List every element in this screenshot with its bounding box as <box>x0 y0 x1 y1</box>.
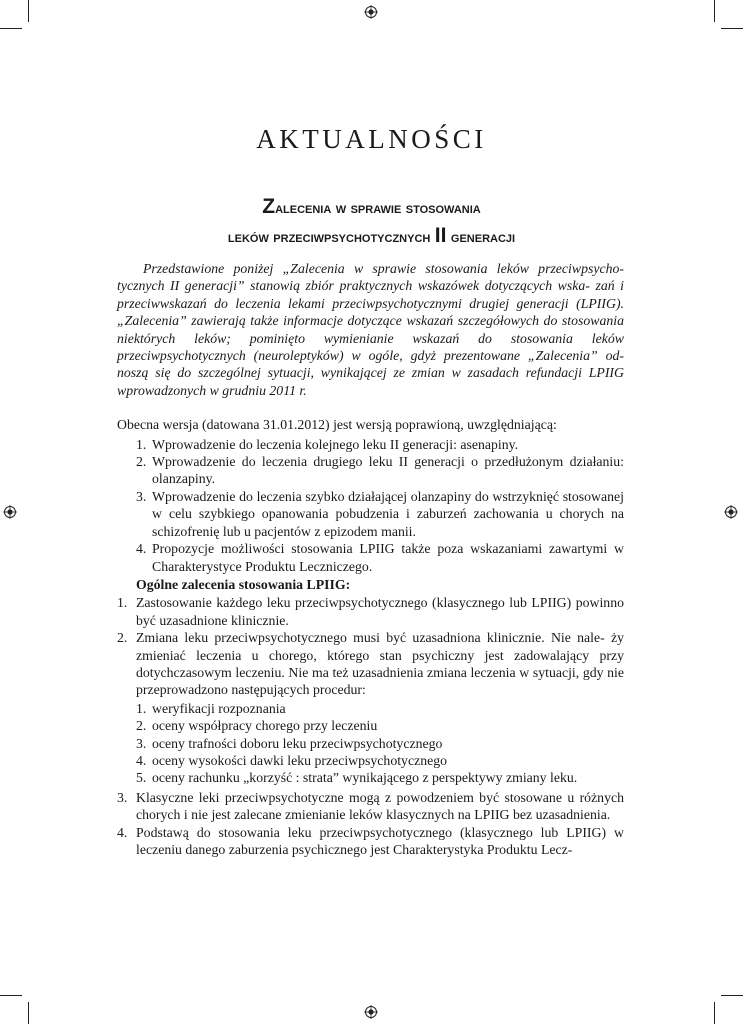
crop-mark <box>0 995 22 996</box>
list-number: 4. <box>136 541 147 557</box>
list-text: Zastosowanie każdego leku przeciwpsychotycznego (klasycznego lub LPIIG) <box>136 595 572 611</box>
intro-line: wprowadzonych w grudniu 2011 r. <box>117 382 307 398</box>
intro-line: tycznych II generacji” stanowią zbiór praktycznych wskazówek dotyczących wska- <box>117 278 590 294</box>
list-number: 1. <box>136 436 147 452</box>
list-number: 3. <box>117 789 128 805</box>
registration-mark-icon <box>3 505 17 519</box>
list-text: stosowanej w celu szybkiego opanowania pobudzenia i zaburzeń zachowania <box>152 488 624 522</box>
list-text: dotychczasowym leczeniu. Nie ma też uzasadnienia zmiana leczenia w sytuacji, <box>136 664 580 680</box>
list-text: ży zmieniać leczenia u chorego, którego stan psychiczny jest zadowalający przy <box>136 630 624 663</box>
list-item <box>136 717 624 734</box>
intro-line: Przedstawione poniżej „Zalecenia w sprawie stosowania leków przeciwpsycho- <box>143 261 624 276</box>
list-number: 1. <box>117 595 128 611</box>
list-item <box>136 769 624 786</box>
title-initial: Z <box>262 195 276 218</box>
list-text: Propozycje możliwości stosowania LPIIG także poza wskazaniami zawartymi <box>152 541 608 557</box>
list-text: w Charakterystyce Produktu Leczniczego. <box>152 541 625 574</box>
list-item <box>136 540 624 575</box>
list-number: 2. <box>117 630 128 646</box>
article-title-line-2 <box>0 222 743 251</box>
list-text: w leczeniu danego zaburzenia psychicznego jest Charakterystyka Produktu Lecz- <box>136 824 624 857</box>
list-number: 4. <box>136 752 147 768</box>
list-text: bez uzasadnienia. <box>512 807 611 823</box>
list-number: 4. <box>117 824 128 840</box>
list-text: oceny współpracy chorego przy leczeniu <box>152 718 378 734</box>
list-text: powinno być uzasadnione klinicznie. <box>136 595 624 628</box>
article-title <box>0 193 743 251</box>
registration-mark-icon <box>364 5 378 19</box>
list-text: oceny trafności doboru leku przeciwpsychotycznego <box>152 735 443 751</box>
list-item <box>117 789 624 824</box>
intro-line: zań i przeciwwskazań do leczenia lekami przeciwpsychotycznymi drugiej generacji <box>117 278 625 311</box>
list-number: 2. <box>136 718 147 734</box>
list-text: u różnych chorych i nie jest zalecane zmienianie leków klasycznych na LPIIG <box>136 789 625 823</box>
list-number: 3. <box>136 735 147 751</box>
procedures-list <box>136 700 624 787</box>
intro-line: noszą się do szczególnej sytuacji, wynikającej ze zmian w zasadach refundacji LPIIG <box>117 365 624 381</box>
title-roman: II <box>434 224 447 247</box>
list-item <box>136 488 624 540</box>
list-number: 1. <box>136 700 147 716</box>
title-text: leków przeciwpsychotycznych <box>227 229 435 246</box>
list-text: Wprowadzenie do leczenia kolejnego leku II generacji: asenapiny. <box>152 436 519 452</box>
list-text: Klasyczne leki przeciwpsychotyczne mogą z powodzeniem być stosowane <box>136 789 562 805</box>
list-text: Podstawą do stosowania leku przeciwpsychotycznego (klasycznego lub LPIIG) <box>136 824 607 840</box>
article-title-line-1 <box>0 193 743 222</box>
list-text: Wprowadzenie do leczenia drugiego leku II generacji o przedłużonym działaniu: <box>152 454 624 470</box>
recommendations-list <box>117 594 624 858</box>
intro-line: do stosowania niektórych leków; pominięto wymienianie wskazań do stosowania leków <box>117 313 624 346</box>
list-item <box>136 735 624 752</box>
list-item <box>136 436 624 453</box>
list-text: weryfikacji rozpoznania <box>152 700 286 716</box>
list-number: 5. <box>136 770 147 786</box>
list-text: Zmiana leku przeciwpsychotycznego musi być uzasadniona klinicznie. Nie nale- <box>136 630 605 646</box>
list-text: Wprowadzenie do leczenia szybko działającej olanzapiny do wstrzyknięć <box>152 488 560 504</box>
crop-mark <box>28 1002 29 1024</box>
list-item <box>117 629 624 787</box>
article-body <box>117 260 624 858</box>
crop-mark <box>721 995 743 996</box>
title-text: generacji <box>446 229 516 246</box>
general-recommendations-heading: Ogólne zalecenia stosowania LPIIG: <box>136 576 351 592</box>
crop-mark <box>0 28 22 29</box>
list-item <box>136 752 624 769</box>
list-number: 2. <box>136 454 147 470</box>
crop-mark <box>714 1002 715 1024</box>
list-text: oceny wysokości dawki leku przeciwpsychotycznego <box>152 752 448 768</box>
list-text: gdy nie przeprowadzono następujących procedur: <box>136 664 625 698</box>
changes-list <box>117 436 624 575</box>
list-text: u chorych na schizofrenię lub u pacjentów z epizodem manii. <box>152 506 624 539</box>
crop-mark <box>721 28 743 29</box>
list-number: 3. <box>136 488 147 504</box>
crop-mark <box>714 0 715 22</box>
version-lead: Obecna wersja (datowana 31.01.2012) jest wersją poprawioną, uwzględniającą: <box>117 417 557 433</box>
section-heading: AKTUALNOŚCI <box>256 124 487 154</box>
list-item <box>117 824 624 859</box>
list-item <box>136 453 624 488</box>
intro-line: przeciwpsychotycznych (neuroleptyków) w ogóle, gdyż prezentowane „Zalecenia” od- <box>117 348 624 364</box>
intro-line: (LPIIG). „Zalecenia” zawierają także informacje dotyczące wskazań szczegółowych <box>117 295 625 329</box>
registration-mark-icon <box>724 505 738 519</box>
registration-mark-icon <box>364 1005 378 1019</box>
list-item <box>136 700 624 717</box>
intro-paragraph <box>117 260 624 399</box>
title-text: alecenia w sprawie stosowania <box>275 200 481 217</box>
list-item <box>117 594 624 629</box>
list-text: olanzapiny. <box>152 471 216 487</box>
crop-mark <box>28 0 29 22</box>
list-text: oceny rachunku „korzyść : strata” wynikającego z perspektywy zmiany leku. <box>152 770 578 786</box>
